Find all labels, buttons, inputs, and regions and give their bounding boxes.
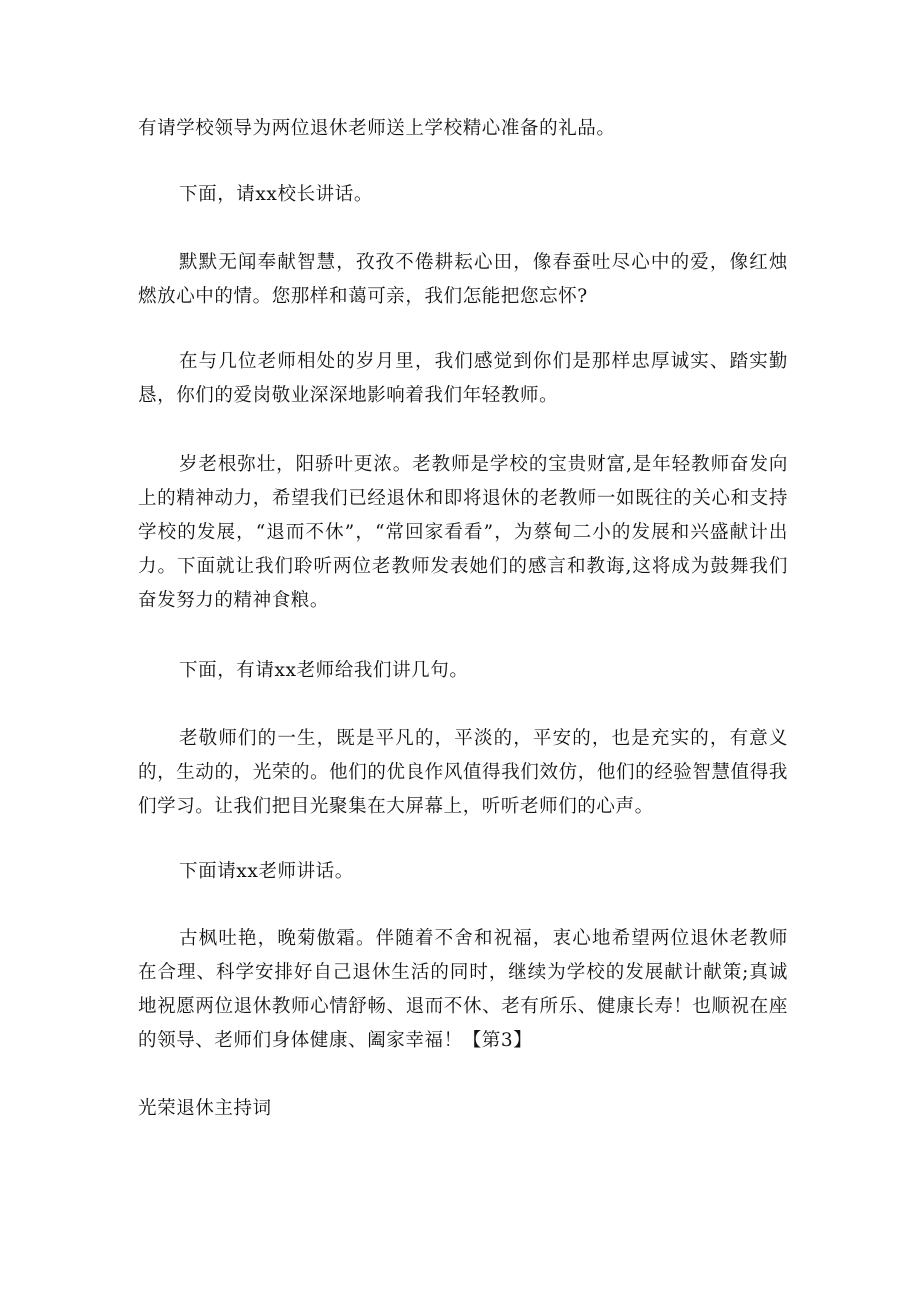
paragraph-closing-wishes: 古枫吐艳，晚菊傲霜。伴随着不舍和祝福，衷心地希望两位退休老教师在合理、科学安排好自己退休生活的同时，继续为学校的发展献计献策;真诚地祝愿两位退休教师心情舒畅、退而不休、老有所乐、健康长寿！也顺祝在座的领导、老师们身体健康、阖家幸福！【第3】	[138, 928, 788, 1051]
paragraph-teacher-speech: 下面请xx老师讲话。	[179, 861, 354, 882]
paragraph-teachers-life: 老敬师们的一生，既是平凡的，平淡的，平安的，也是充实的，有意义的，生动的，光荣的。他们的优良作风值得我们效仿，他们的经验智慧值得我们学习。让我们把目光聚集在大屏幕上，听听老师们的心声。	[138, 728, 788, 817]
paragraph-old-teachers-treasure: 岁老根弥壮，阳骄叶更浓。老教师是学校的宝贵财富,是年轻教师奋发向上的精神动力，希望我们已经退休和即将退休的老教师一如既往的关心和支持学校的发展，“退而不休”，“常回家看看”，为蔡甸二小的发展和兴盛献计出力。下面就让我们聆听两位老教师发表她们的感言和教诲,这将成为鼓舞我们奋发努力的精神食粮。	[138, 454, 788, 611]
paragraph-gift-presentation: 有请学校领导为两位退休老师送上学校精心准备的礼品。	[138, 118, 616, 139]
paragraph-teacher-words: 下面，有请xx老师给我们讲几句。	[179, 660, 469, 681]
paragraph-tribute: 默默无闻奉献智慧，孜孜不倦耕耘心田，像春蚕吐尽心中的爱，像红烛燃放心中的情。您那样和蔼可亲，我们怎能把您忘怀?	[138, 252, 788, 307]
paragraph-principal-speech: 下面，请xx校长讲话。	[179, 184, 373, 205]
section-title: 光荣退休主持词	[138, 1098, 272, 1119]
paragraph-years-together: 在与几位老师相处的岁月里，我们感觉到你们是那样忠厚诚实、踏实勤恳，你们的爱岗敬业深深地影响着我们年轻教师。	[138, 351, 788, 406]
